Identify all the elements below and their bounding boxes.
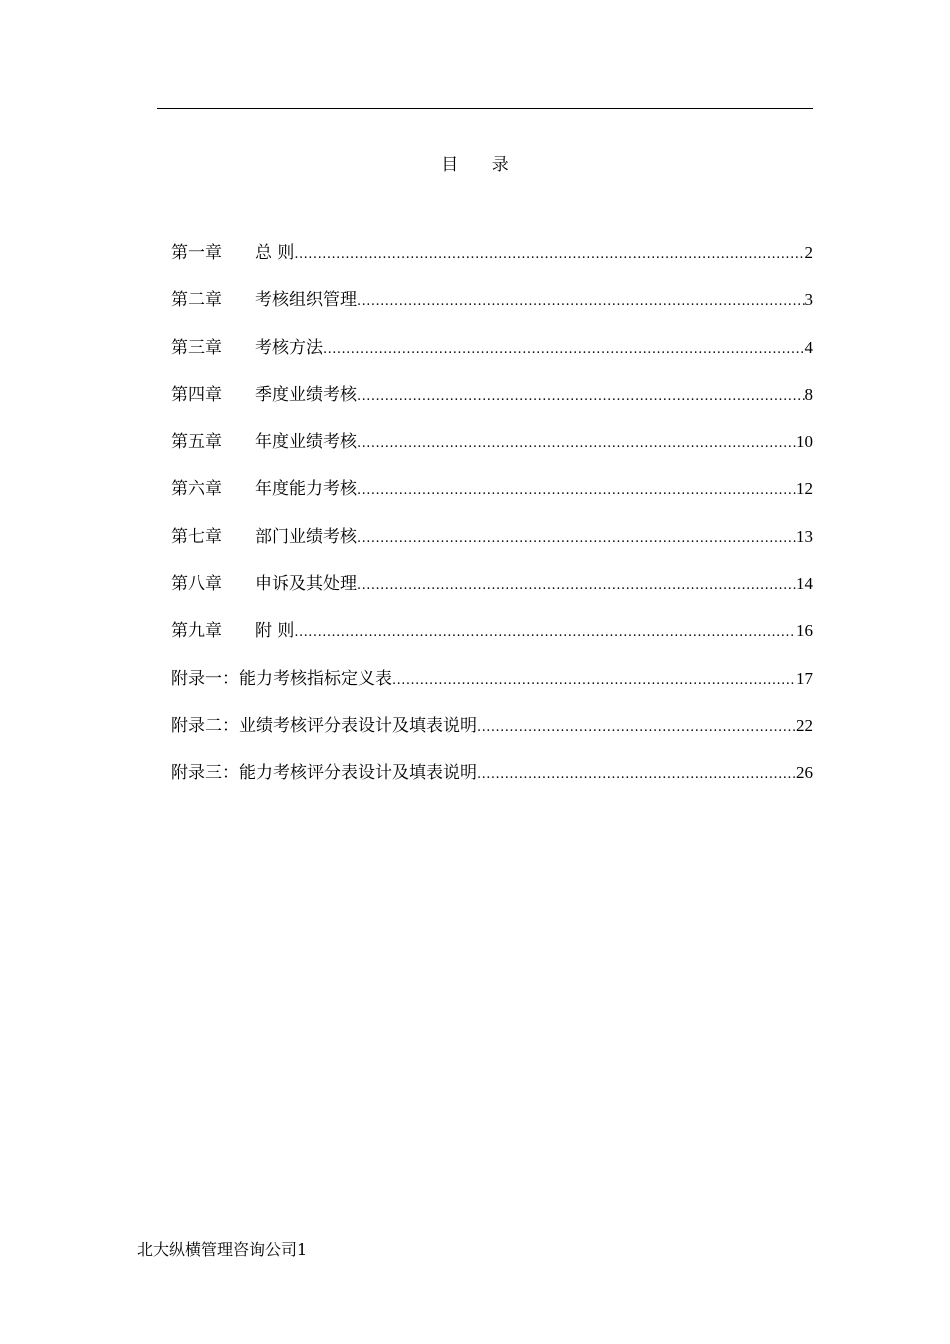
toc-chapter-number: 第二章: [171, 290, 222, 311]
toc-entry[interactable]: [171, 758, 813, 805]
toc-dot-leader: [357, 389, 805, 404]
toc-dot-leader: [357, 578, 796, 593]
toc-heading: 年度能力考核: [255, 479, 357, 500]
toc-dot-leader: [294, 625, 796, 640]
toc-chapter-number: 第八章: [171, 574, 222, 595]
toc-page-number: 8: [804, 384, 813, 404]
toc-page-number: 22: [796, 715, 813, 735]
toc-entry[interactable]: [171, 474, 813, 521]
toc-entry[interactable]: [171, 569, 813, 616]
toc-heading: 季度业绩考核: [255, 384, 357, 405]
toc-entry[interactable]: [171, 664, 813, 711]
toc-page-number: 26: [796, 763, 813, 783]
toc-entry[interactable]: [171, 522, 813, 569]
toc-heading: 附录一：能力考核指标定义表: [171, 668, 392, 689]
toc-entry[interactable]: [171, 333, 813, 380]
toc-page-number: 13: [796, 526, 813, 546]
toc-heading: 附录二：业绩考核评分表设计及填表说明: [171, 715, 477, 736]
toc-heading: 考核方法: [255, 337, 323, 358]
toc-dot-leader: [323, 342, 805, 357]
toc-dot-leader: [294, 247, 804, 262]
toc-chapter-number: 第一章: [171, 243, 222, 263]
toc-title: 目 录: [441, 155, 523, 175]
toc-entry[interactable]: [171, 427, 813, 474]
toc-page-number: 10: [796, 432, 813, 452]
toc-dot-leader: [357, 531, 796, 546]
toc-entry[interactable]: [171, 616, 813, 663]
toc-chapter-number: 第五章: [171, 432, 222, 453]
toc-page-number: 3: [804, 290, 813, 310]
toc-chapter-number: 第九章: [171, 621, 222, 642]
toc-heading: 部门业绩考核: [255, 526, 357, 547]
toc-heading: 总 则: [255, 243, 295, 263]
toc-page-number: 4: [804, 337, 813, 357]
toc-heading: 附录三：能力考核评分表设计及填表说明: [171, 763, 477, 784]
toc-list: [171, 238, 813, 806]
toc-heading: 附 则: [255, 621, 295, 642]
toc-chapter-number: 第四章: [171, 384, 222, 405]
toc-dot-leader: [477, 767, 796, 782]
toc-page-number: 2: [804, 243, 813, 262]
toc-dot-leader: [357, 483, 796, 498]
toc-page-number: 12: [796, 479, 813, 499]
toc-chapter-number: 第七章: [171, 526, 222, 547]
toc-page-number: 17: [796, 668, 813, 688]
toc-page-number: 14: [796, 574, 813, 594]
toc-heading: 考核组织管理: [255, 290, 357, 311]
toc-entry[interactable]: [171, 238, 813, 285]
toc-page-number: 16: [796, 621, 813, 641]
toc-chapter-number: 第三章: [171, 337, 222, 358]
toc-entry[interactable]: [171, 285, 813, 332]
toc-dot-leader: [477, 720, 796, 735]
toc-chapter-number: 第六章: [171, 479, 222, 500]
toc-heading: 申诉及其处理: [255, 574, 357, 595]
header-rule: [157, 108, 813, 109]
toc-dot-leader: [357, 436, 796, 451]
page-footer: 北大纵横管理咨询公司1: [137, 1240, 308, 1259]
toc-entry[interactable]: [171, 711, 813, 758]
toc-dot-leader: [357, 294, 805, 309]
toc-entry[interactable]: [171, 380, 813, 427]
toc-heading: 年度业绩考核: [255, 432, 357, 453]
toc-dot-leader: [392, 673, 796, 688]
